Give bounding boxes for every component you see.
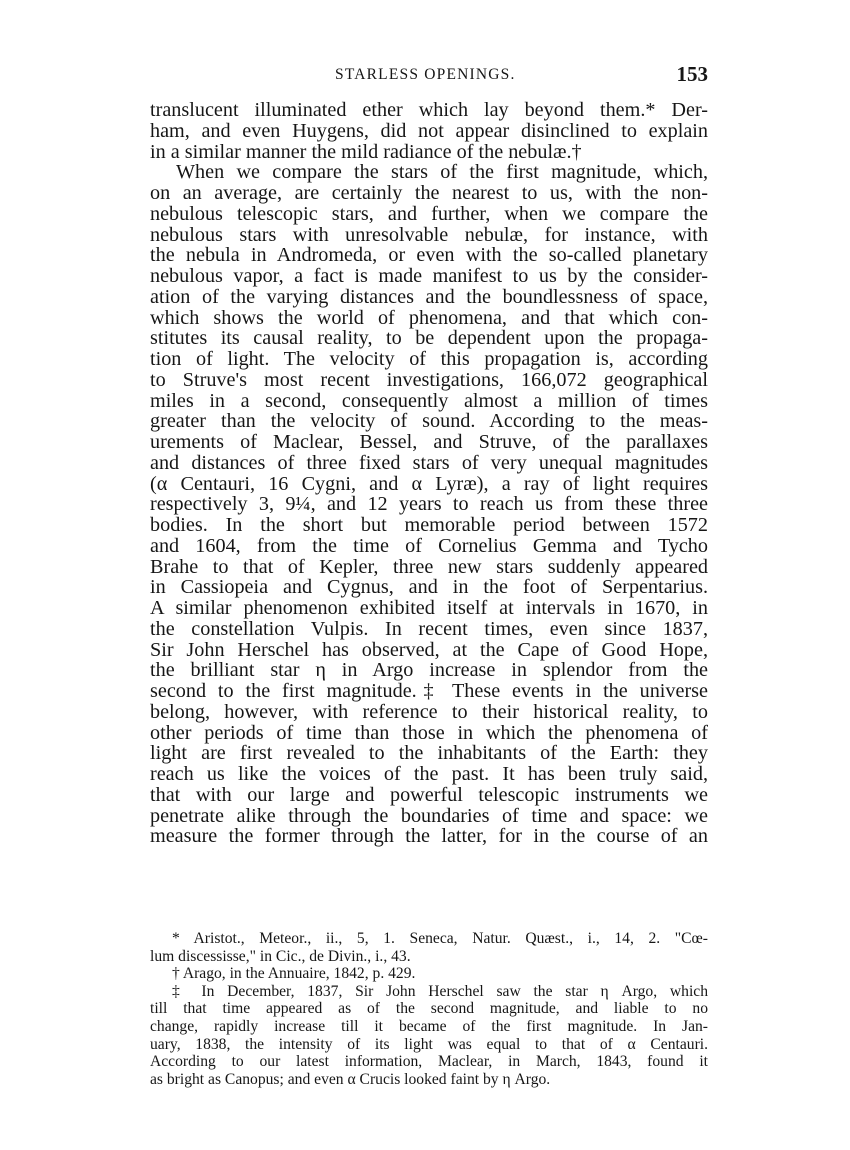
body-line: that with our large and powerful telescopic instruments we: [150, 783, 708, 806]
body-line: Brahe to that of Kepler, three new stars suddenly appeared: [150, 555, 708, 578]
body-line: the constellation Vulpis. In recent times, even since 1837,: [150, 617, 708, 640]
page-header: [150, 62, 708, 88]
body-line: stitutes its causal reality, to be dependent upon the propaga-: [150, 327, 708, 350]
body-line: the brilliant star η in Argo increase in splendor from the: [150, 659, 708, 682]
body-line: tion of light. The velocity of this propagation is, according: [150, 348, 708, 370]
body-line: translucent illuminated ether which lay beyond them.* Der-: [150, 99, 708, 121]
footnote-line: change, rapidly increase till it became of the first magnitude. In Jan-: [150, 1017, 708, 1035]
page-number: 153: [676, 62, 708, 86]
body-line: measure the former through the latter, for in the course of an: [150, 825, 708, 848]
body-line: penetrate alike through the boundaries of time and space: we: [150, 804, 708, 827]
footnote-line: till that time appeared as of the second magnitude, and liable to no: [150, 1000, 708, 1018]
body-line: urements of Maclear, Bessel, and Struve, of the parallaxes: [150, 431, 708, 453]
footnote-line: ‡ In December, 1837, Sir John Herschel saw the star η Argo, which: [172, 982, 708, 1000]
body-line: in a similar manner the mild radiance of the nebulæ.†: [150, 140, 582, 163]
body-line: ation of the varying distances and the boundlessness of space,: [150, 285, 708, 308]
footnotes: [150, 930, 708, 1088]
body-line: which shows the world of phenomena, and that which con-: [150, 306, 708, 329]
body-line: to Struve's most recent investigations, 166,072 geographical: [150, 368, 708, 391]
footnote-line: lum discessisse," in Cic., de Divin., i., 43.: [150, 947, 411, 965]
body-line: greater than the velocity of sound. According to the meas-: [150, 410, 708, 433]
body-line: the nebula in Andromeda, or even with the so-called planetary: [150, 244, 708, 267]
body-line: and distances of three fixed stars of very unequal magnitudes: [150, 451, 708, 474]
body-line: other periods of time than those in which the phenomena of: [150, 721, 708, 744]
footnote-line: * Aristot., Meteor., ii., 5, 1. Seneca, Natur. Quæst., i., 14, 2. "Cœ-: [172, 930, 708, 947]
body-line: on an average, are certainly the nearest to us, with the non-: [150, 182, 708, 204]
footnote-line: uary, 1838, the intensity of its light was equal to that of α Centauri.: [150, 1035, 708, 1053]
body-line: When we compare the stars of the first magnitude, which,: [176, 161, 708, 184]
footnote-line: as bright as Canopus; and even α Crucis looked faint by η Argo.: [150, 1070, 551, 1088]
body-line: light are first revealed to the inhabitants of the Earth: they: [150, 742, 708, 765]
body-line: (α Centauri, 16 Cygni, and α Lyræ), a ray of light requires: [150, 472, 708, 495]
body-line: second to the first magnitude.‡ These events in the universe: [150, 680, 708, 702]
body-line: belong, however, with reference to their historical reality, to: [150, 700, 708, 723]
body-line: nebulous stars with unresolvable nebulæ, for instance, with: [150, 223, 708, 246]
body-line: respectively 3, 9¼, and 12 years to reach us from these three: [150, 493, 708, 516]
body-line: reach us like the voices of the past. It has been truly said,: [150, 763, 708, 785]
body-line: and 1604, from the time of Cornelius Gemma and Tycho: [150, 534, 708, 557]
footnote-line: According to our latest information, Maclear, in March, 1843, found it: [150, 1053, 708, 1071]
running-title: STARLESS OPENINGS.: [335, 66, 516, 83]
body-line: miles in a second, consequently almost a million of times: [150, 389, 708, 412]
body-line: in Cassiopeia and Cygnus, and in the foot of Serpentarius.: [150, 576, 708, 599]
footnote-line: † Arago, in the Annuaire, 1842, p. 429.: [172, 965, 416, 983]
body-line: nebulous vapor, a fact is made manifest to us by the consider-: [150, 265, 708, 287]
body-line: bodies. In the short but memorable period between 1572: [150, 514, 708, 536]
body-text: [150, 100, 708, 847]
body-line: ham, and even Huygens, did not appear disinclined to explain: [150, 119, 708, 142]
body-line: nebulous telescopic stars, and further, when we compare the: [150, 202, 708, 225]
body-line: A similar phenomenon exhibited itself at intervals in 1670, in: [150, 597, 708, 619]
body-line: Sir John Herschel has observed, at the Cape of Good Hope,: [150, 638, 708, 661]
